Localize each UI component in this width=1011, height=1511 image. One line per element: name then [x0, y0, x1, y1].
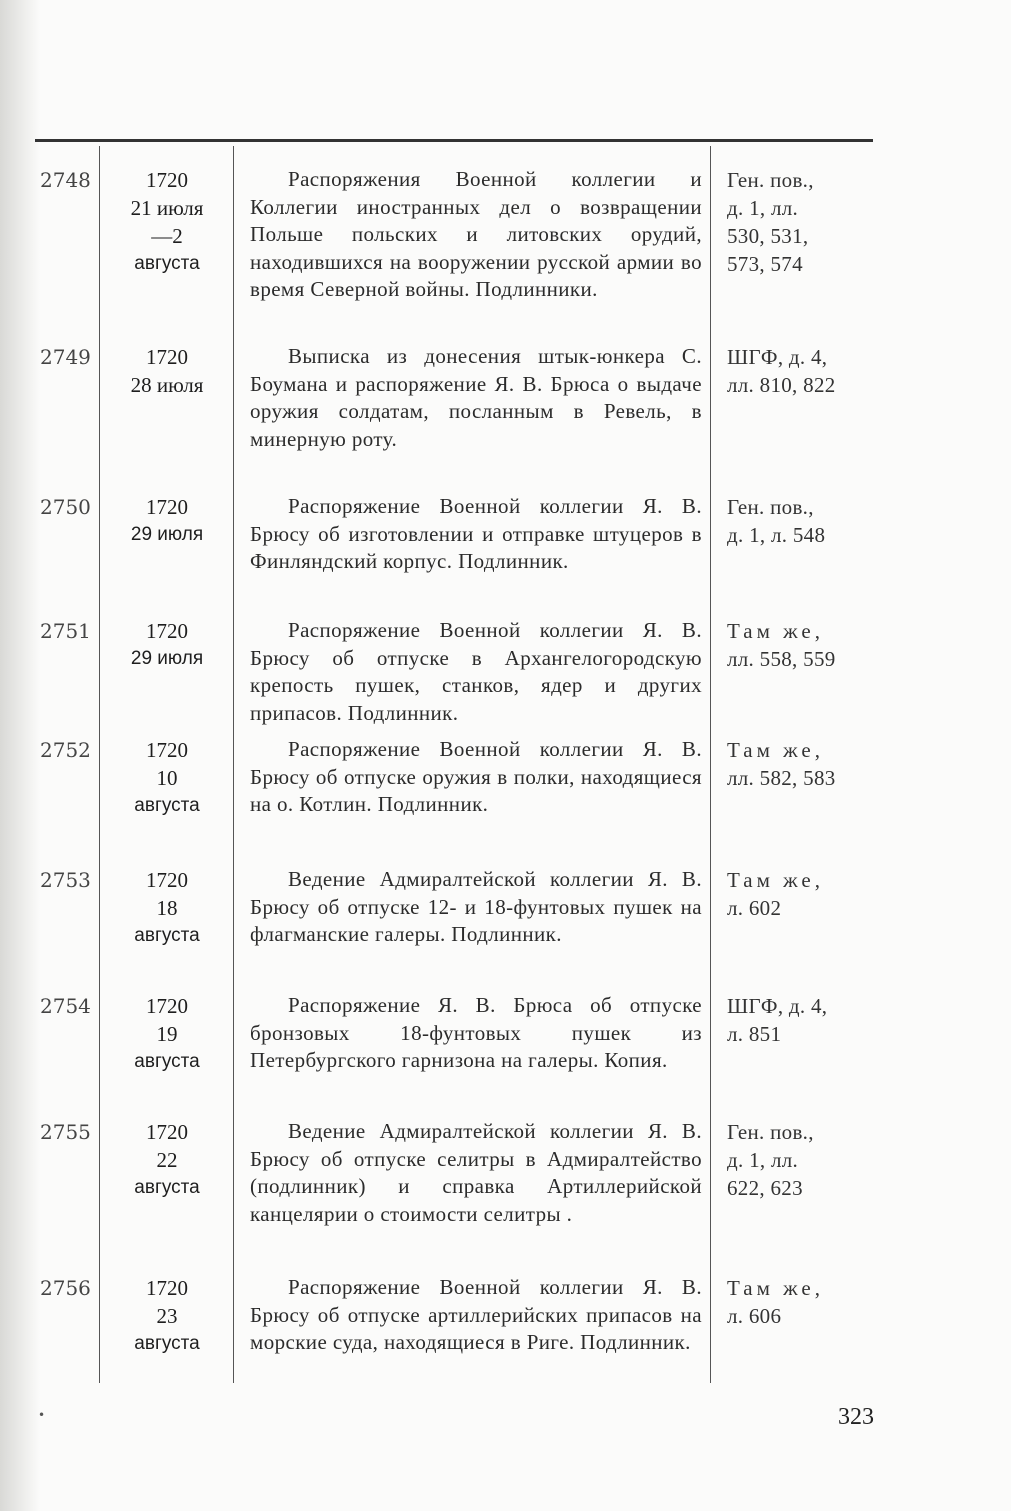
entry-description: Распоряжения Военной коллегии и Коллегии иностранных дел о возвращении Польше польских и литовских орудий, находившихся на вооружении русской армии во время Северной войны. Подлинники.	[250, 167, 702, 301]
entry-reference: Ген. пов., д. 1, лл. 622, 623	[727, 1120, 814, 1200]
entry-description: Распоряжение Военной коллегии Я. В. Брюсу об изготовлении и отправке штуцеров в Финляндский корпус. Подлинник.	[250, 494, 702, 573]
entry-description: Распоряжение Военной коллегии Я. В. Брюсу об отпуске оружия в полки, находящиеся на о. Котлин. Подлинник.	[250, 737, 702, 816]
entry-number: 2755	[40, 1120, 91, 1144]
print-speck: •	[38, 1408, 46, 1422]
entry-reference: ШГФ, д. 4, лл. 810, 822	[727, 345, 836, 397]
entry-date: 1720 23 августа	[134, 1276, 200, 1354]
entry-date: 1720 21 июля —2 августа	[130, 168, 204, 274]
entry-number: 2750	[40, 495, 91, 519]
entry-reference: Ген. пов., д. 1, л. 548	[727, 495, 826, 547]
entry-reference: Ген. пов., д. 1, лл. 530, 531, 573, 574	[727, 168, 814, 276]
entry-description: Выписка из донесения штык-юнкера С. Боумана и распоряжение Я. В. Брюса о выдаче оружия солдатам, посланным в Ревель, в минерную роту.	[250, 344, 702, 451]
page-edge-shade	[0, 0, 40, 1511]
entry-description: Распоряжение Я. В. Брюса об отпуске бронзовых 18-фунтовых пушек из Петербургского гарнизона на галеры. Копия.	[250, 993, 702, 1072]
entry-number: 2753	[40, 868, 91, 892]
entry-number: 2751	[40, 619, 91, 643]
entry-reference: ШГФ, д. 4, л. 851	[727, 994, 828, 1046]
entry-reference: Там же, лл. 582, 583	[727, 738, 836, 790]
entry-description: Ведение Адмиралтейской коллегии Я. В. Брюсу об отпуске 12- и 18-фунтовых пушек на флагманские галеры. Подлинник.	[250, 867, 702, 946]
entry-description: Распоряжение Военной коллегии Я. В. Брюсу об отпуске в Архангелогородскую крепость пушек, станков, ядер и других припасов. Подлинник.	[250, 618, 702, 725]
entry-reference: Там же, л. 606	[727, 1276, 824, 1328]
entry-number: 2752	[40, 738, 91, 762]
entry-number: 2749	[40, 345, 91, 369]
column-divider-date	[233, 146, 234, 1383]
column-divider-number	[99, 146, 100, 1383]
entry-reference: Там же, л. 602	[727, 868, 824, 920]
entry-date: 1720 29 июля	[130, 495, 204, 545]
entry-date: 1720 18 августа	[134, 868, 200, 946]
entry-number: 2748	[40, 168, 91, 192]
entry-date: 1720 22 августа	[134, 1120, 200, 1198]
entry-reference: Там же, лл. 558, 559	[727, 619, 836, 671]
entry-number: 2754	[40, 994, 91, 1018]
entry-description: Ведение Адмиралтейской коллегии Я. В. Брюсу об отпуске селитры в Адмиралтейство (подлинник) и справка Артиллерийской канцелярии о стоимости селитры .	[250, 1119, 702, 1226]
entry-description: Распоряжение Военной коллегии Я. В. Брюсу об отпуске артиллерийских припасов на морские суда, находящиеся в Риге. Подлинник.	[250, 1275, 702, 1354]
page-number: 323	[838, 1404, 874, 1430]
entry-date: 1720 10 августа	[134, 738, 200, 816]
entry-date: 1720 28 июля	[130, 345, 204, 397]
entry-number: 2756	[40, 1276, 91, 1300]
top-rule	[35, 139, 873, 142]
column-divider-description	[710, 146, 711, 1383]
entry-date: 1720 29 июля	[130, 619, 204, 669]
entry-date: 1720 19 августа	[134, 994, 200, 1072]
